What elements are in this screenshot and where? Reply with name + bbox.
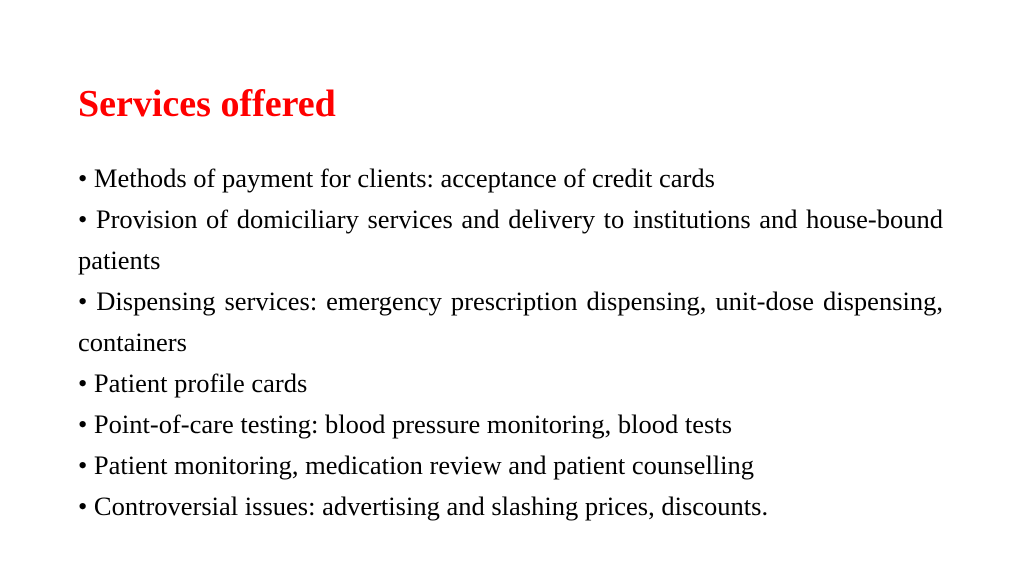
bullet-item-point-of-care-testing: • Point-of-care testing: blood pressure monitoring, blood tests — [78, 409, 733, 439]
bullet-item-patient-monitoring: • Patient monitoring, medication review and patient counselling — [78, 450, 755, 480]
slide-title: Services offered — [78, 83, 336, 125]
bullet-item-domiciliary-services: • Provision of domiciliary services and delivery to institutions and house-bound patients — [78, 204, 943, 275]
bullet-item-payment-methods: • Methods of payment for clients: acceptance of credit cards — [78, 163, 715, 193]
bullet-item-dispensing-services: • Dispensing services: emergency prescription dispensing, unit-dose dispensing, containers — [78, 286, 943, 357]
bullet-item-patient-profile-cards: • Patient profile cards — [78, 368, 308, 398]
bullet-list — [78, 158, 943, 527]
bullet-item-controversial-issues: • Controversial issues: advertising and slashing prices, discounts. — [78, 491, 769, 521]
